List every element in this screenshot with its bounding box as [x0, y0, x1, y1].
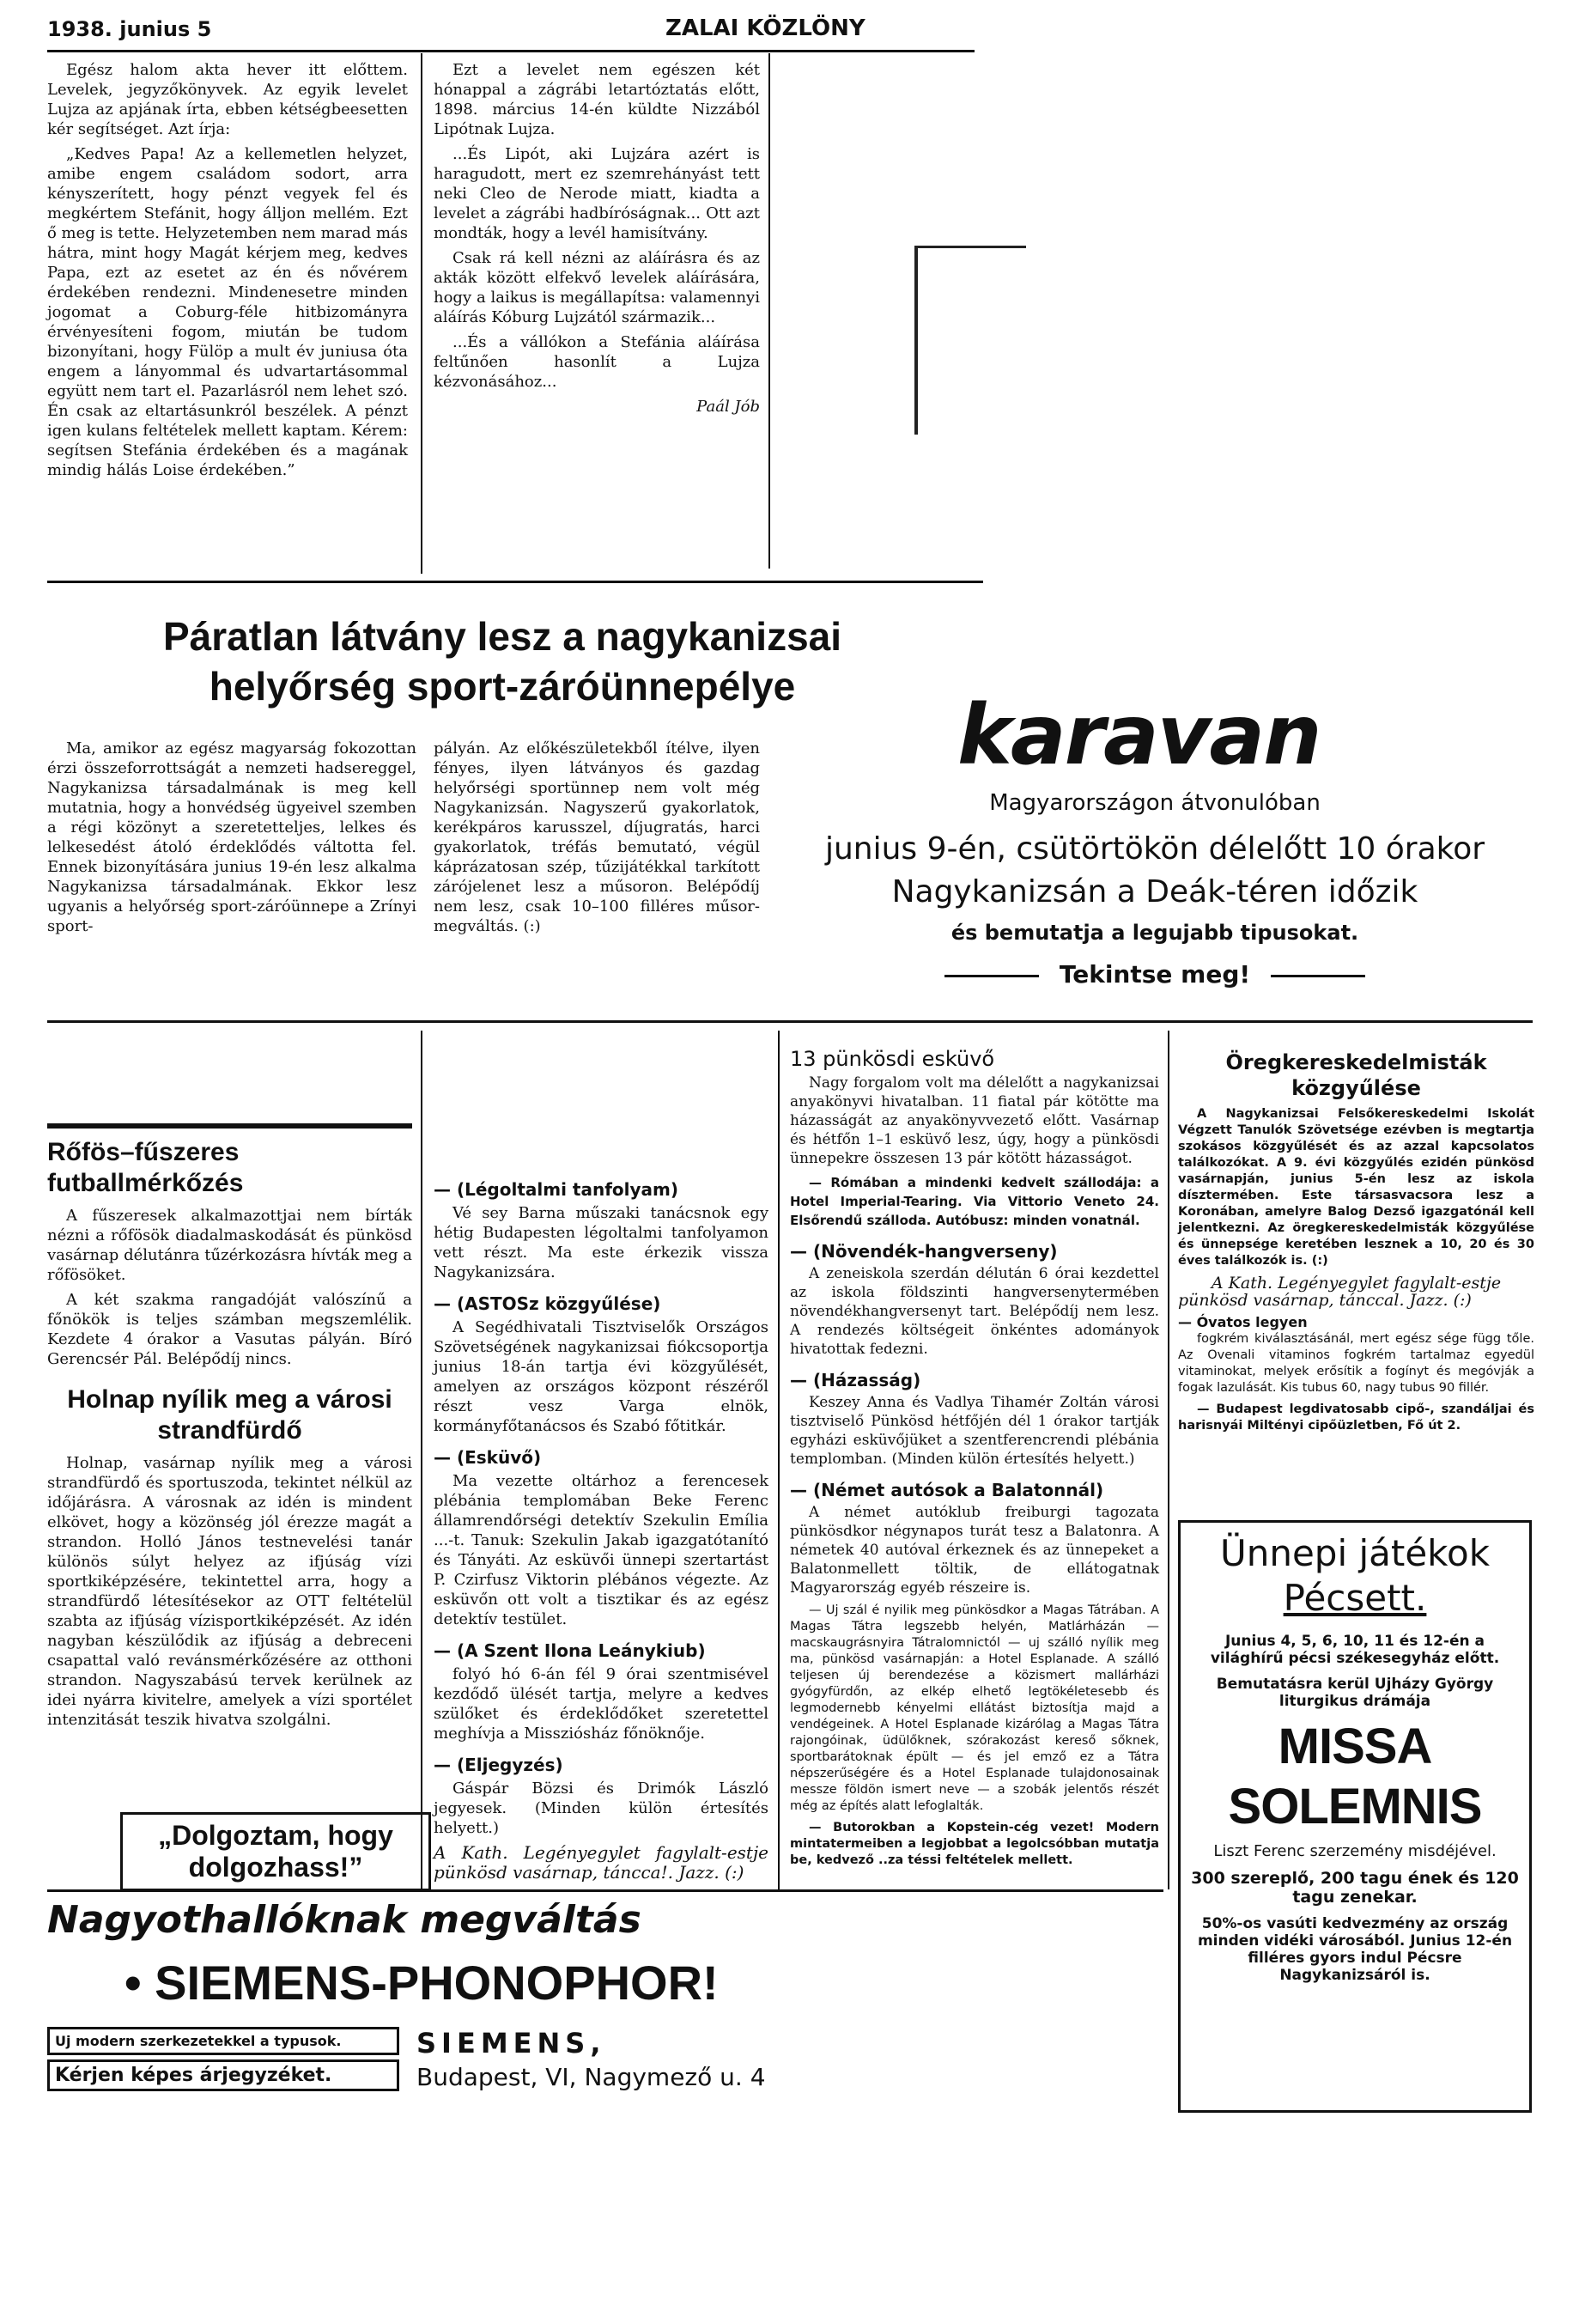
- eskuvo-text: Nagy forgalom volt ma délelőtt a nagykanizsai anyakönyvi hivatalban. 11 fiatal pár kötötte ma házasságát az anyakönyvvezető előtt. Vasárnap és hétfőn 1–1 esküvő lesz, úgy, hogy a pünkösdi ünnepekre összesen 13 pár kötött házasságot.: [790, 1074, 1159, 1167]
- eskuvo-title: 13 pünkösdi esküvő: [790, 1047, 995, 1071]
- section-rule: [47, 581, 983, 583]
- header-date: 1938. junius 5: [47, 17, 212, 41]
- karavan-line4: és bemutatja a legujabb tipusokat.: [950, 921, 1359, 945]
- news-title: — (Eljegyzés): [434, 1755, 563, 1775]
- header-paper: ZALAI KÖZLÖNY: [665, 15, 865, 41]
- hotel-text: — Rómában a mindenki kedvelt szállodája: a Hotel Imperial-Tearing. Via Vittorio Veneto 24. Elsőrendű szálloda. Autóbusz: minden vonatnál.: [790, 1175, 1159, 1228]
- siemens-name: SIEMENS,: [416, 2027, 606, 2059]
- news-text: Keszey Anna és Vadlya Tihamér Zoltán városi tisztviselő Pünkösd hétfőjén dél 1 órakor tartják egyházi esküvőjüket a szentferencrendi plébánia templomban. (Minden külön értesítés helyett.): [790, 1394, 1159, 1468]
- butorok-text: — Butorokban a Kopstein-cég vezet! Modern mintatermeiben a legjobbat a legolcsóbban mutatja be, kedvező ..za téssi feltételek mellett.: [790, 1821, 1159, 1867]
- kath-ad: [434, 1843, 768, 1883]
- nagyothallok-title: Nagyothallóknak megváltás: [47, 1898, 641, 1942]
- section-rule: [47, 1020, 1533, 1023]
- sport-col-1: [47, 739, 416, 941]
- football-paragraph: A fűszeresek alkalmazottjai nem bírták nézni a rőfösök diadalmaskodását és pünkösd vasárnap délutánra tűzérkozásra hívták meg a rőfösöket.: [47, 1207, 412, 1284]
- story-paragraph: ...És a vállókon a Stefánia aláírása feltűnően hasonlít a Lujza kézvonásához...: [434, 333, 760, 391]
- news-title: — (Növendék-hangverseny): [790, 1241, 1058, 1262]
- column-rule: [778, 1031, 780, 1889]
- kereskedo-text: A Nagykanizsai Felsőkereskedelmi Iskolát Végzett Tanulók Szövetsége ezévben is megtartja szokásos közgyűlését és az azzal kapcsolatos találkozókat. A 9. évi közgyűlés ezidén pünkösd vasárnapján, junius 5-én lesz az iskola dísztermében. Este társasvacsora lesz a Koronában, amelyre Balog Dezső igazgatónál kell jelentkezni. Az öregkereskedelmisták közgyűlése és ünnepsége keretében lesznek a 10, 20 és 30 éves találkozók is. (:): [1178, 1107, 1534, 1268]
- football-title: Rőfös–fűszeres futballmérkőzés: [47, 1138, 244, 1197]
- story-paragraph: „Kedves Papa! Az a kellemetlen helyzet, amibe engem családom sodort, arra kényszerített, hogy pénzt vegyek fel és megkértem Stefánit, hogy álljon mellém. Ezt ő meg is tette. Helyzetemben nem marad más hátra, mint hogy Magát kérjem meg, kedves Papa, ezt az esetet az én és nővérem érdekében rendezni. Mindenesetre minden jogomat a Coburg-féle hitbizományra érvényesíteni fogom, miután be tudom bizonyítani, hogy Fülöp a mult év juniusa óta engem a lányommal és udvartartásommal együtt nem tart el. Pazarlásról nem lehet szó. Én csak az eltartásunkról beszélek. A pénzt igen kulans feltételek mellett kaptam. Kérem: segítsen Stefánia érdekében és a magának mindig hálás Loise érdekében.”: [47, 145, 408, 479]
- news-text: Ma vezette oltárhoz a ferencesek plébánia templomában Beke Ferenc államrendőrségi detektív Szekulin Emília ...-t. Tanuk: Szekulin Jakab igazgatótanító és Tányáti. Az esküvői ünnepi szertartást P. Czirfusz Viktorin plébános végezte. Az esküvőn ott volt a tisztikar és az egész detektív testület.: [434, 1472, 768, 1628]
- sport-paragraph: Ma, amikor az egész magyarság fokozottan érzi összeforrottságát a nemzeti hadsereggel, Nagykanizsa társadalmának is meg kell mutatnia, hogy a honvédség ügyeivel szemben a régi közönyt a szeretetteljes, lelkes és lelkesedést átoló érdeklődés váltotta fel. Ennek bizonyítására junius 19-én lesz alkalma Nagykanizsa társadalmának. Ekkor lesz ugyanis a helyőrség sport-záróünnepe a Zrínyi sport-: [47, 739, 416, 935]
- pecs-line4: 300 szereplő, 200 tagu ének és 120 tagu zenekar.: [1191, 1869, 1519, 1907]
- column-rule: [421, 1031, 422, 1889]
- karavan-ad: [777, 687, 1533, 996]
- siemens-address: Budapest, VI, Nagymező u. 4: [416, 2063, 766, 2091]
- news-title: — (A Szent Ilona Leánykiub): [434, 1640, 706, 1661]
- pecs-line5: 50%-os vasúti kedvezmény az ország minden vidéki városából. Junius 12-én filléres gyors indul Pécsre Nagykanizsáról is.: [1197, 1915, 1513, 1984]
- kath-ad-title: A Kath. Legényegylet fagylalt-estje: [434, 1842, 768, 1863]
- siemens-ad: [47, 1898, 1163, 2138]
- kath-right-text: pünkösd vasárnap, tánccal. Jazz. (:): [1178, 1291, 1472, 1310]
- kereskedo-title: Öregkereskedelmisták közgyűlése: [1225, 1050, 1487, 1100]
- far-right-col: [1178, 1049, 1534, 1439]
- kath-right-title: A Kath. Legényegylet fagylalt-estje: [1211, 1274, 1502, 1293]
- karavan-tekintse: Tekintse meg!: [1059, 960, 1251, 989]
- news-title: — (Házasság): [790, 1370, 921, 1390]
- news-text: A zeneiskola szerdán délután 6 órai kezdettel az iskola földszinti hangversenytermében növendékhangversenyt tart. Belépődíj nem lesz. A rendezés költségeit önkéntes adományok hivatottak fedezni.: [790, 1265, 1159, 1358]
- photo-area: [781, 57, 1528, 572]
- siemens-title: • SIEMENS-PHONOPHOR!: [125, 1956, 719, 2010]
- news-text: Gáspár Bözsi és Drimók László jegyesek. (Minden külön értesítés helyett.): [434, 1780, 768, 1837]
- left-col: [47, 1137, 412, 1735]
- news-title: — (Légoltalmi tanfolyam): [434, 1179, 678, 1200]
- story-paragraph: ...És Lipót, aki Lujzára azért is haragudott, mert ez szemrehányást tett neki Cleo de Nerode miatt, kiadta a levelet a zágrábi hadbíróságnak... Ott azt mondták, hogy a levél hamisítvány.: [434, 145, 760, 242]
- pecs-box: [1178, 1520, 1532, 2113]
- news-text: A Segédhivatali Tisztviselők Országos Szövetségének nagykanizsai fiókcsoportja junius 18-án tartja évi közgyűlését, amelyen az országos központ részéről részt vesz Varga elnök, kormányfőtanácsos és Szabó főtitkár.: [434, 1318, 768, 1435]
- pecs-line2: Bemutatásra kerül Ujházy György liturgikus drámája: [1216, 1676, 1494, 1710]
- story-col-2: [434, 60, 760, 417]
- left-top-rule: [47, 1123, 412, 1129]
- news-title: — (Német autósok a Balatonnál): [790, 1480, 1104, 1500]
- ovatos-text: fogkrém kiválasztásánál, mert egész sége függ tőle. Az Ovenali vitaminos fogkrém tartalmaz egyedül vitaminokat, melyek erősítik a fogínyt és megóvják a fogak lazulását. Kis tubus 60, nagy tubus 90 fillér.: [1178, 1332, 1534, 1395]
- tatra-text: — Uj szál é nyilik meg pünkösdkor a Magas Tátrában. A Magas Tátra legszebb helyén, Matlárházán — macskaugrásnyira Tátralomnictól — uj szálló nyílik meg ma, pünkösd vasárnapján: a Hotel Esplanade. A szálló teljesen új berendezése a közismert mallárházi gyógyfürdőn, az elkép elhető legtökéletesebb és legmodernebb kényelmi ellátást biztosítja majd a vendégeinek. A Hotel Esplanade kizárólag a Magas Tátra rajongóinak, üdülőknek, szórakozást kereső sőknek, sportbarátoknak épült — és jel emző ez a Tátra népszerűségére és a Hotel Esplanade tulajdonosainak messze földön ismert neve — a szobák jelentős részét még az építés alatt lefoglalták.: [790, 1603, 1159, 1813]
- siemens-box2: Kérjen képes árjegyzéket.: [47, 2059, 399, 2091]
- kath-ad-right: [1178, 1275, 1534, 1309]
- story-col-1: [47, 60, 408, 485]
- ovatos-title: — Óvatos legyen: [1178, 1314, 1308, 1330]
- kath-ad-text: pünkösd vasárnap, táncca!. Jazz. (:): [434, 1862, 744, 1883]
- column-rule: [421, 53, 422, 574]
- column-rule: [768, 53, 770, 569]
- news-title: — (ASTOSz közgyűlése): [434, 1293, 661, 1314]
- right-mid-col: [790, 1049, 1159, 1874]
- news-text: folyó hó 6-án fél 9 órai szentmisével kezdődő ülését tartja, melyre a kedves szülőket és érdeklődőket szeretettel meghívja a Missziósház főnöknője.: [434, 1665, 768, 1743]
- section-rule: [47, 1889, 1163, 1892]
- karavan-line1: Magyarországon átvonulóban: [989, 790, 1321, 816]
- strand-paragraph: Holnap, vasárnap nyílik meg a városi strandfürdő és sportuszoda, tekintet nélkül az időjárásra. A városnak az idén is mindent elkövet, hogy a közönség jól érezze magát a strandon. Holló János testnevelési tanár különös súlyt helyez az ifjúság vízi sportkiképzésére, tekintettel arra, hogy a strandfürdő létesítésekor az OTT feltételül szabta az ifjúság vízisportkiképzését. Az idén nagyban készülődik az ifjúság a debreceni csapattal való revánsmérkőzésére az otthoni strandon. Nagyszabású tervek kerülnek az idei nyárra kivitelre, amelyek a vízi sportélet intenzitását teszik hivatva szolgálni.: [47, 1454, 412, 1729]
- strand-title: Holnap nyílik meg a városi strandfürdő: [67, 1385, 392, 1445]
- header-rule: [47, 50, 975, 52]
- pecs-line1: Junius 4, 5, 6, 10, 11 és 12-én a világhírű pécsi székesegyház előtt.: [1210, 1633, 1500, 1667]
- story-paragraph: Ezt a levelet nem egészen két hónappal a zágrábi letartóztatás előtt, 1898. március 14-én küldte Nizzából Lipótnak Lujza.: [434, 61, 760, 138]
- column-rule: [1168, 1031, 1169, 1889]
- pecs-title1: Ünnepi játékok: [1219, 1532, 1491, 1574]
- siemens-box1: Uj modern szerkezetekkel a typusok.: [47, 2027, 399, 2055]
- sport-paragraph: pályán. Az előkészületekből ítélve, ilyen fényes, ilyen látványos és gazdag helyőrségi sportünnep nem volt még Nagykanizsán. Nagyszerű gyakorlatok, kerékpáros karusszel, díjugratás, harci gyakorlatok, tréfás bemutató, végül káprázatosan szép, tűzijátékkal tarkított zárójelenet lesz a műsoron. Belépődíj nem lesz, csak 10–100 filléres műsor-megváltás. (:): [434, 739, 760, 935]
- story-paragraph: Csak rá kell nézni az aláírásra és az akták között elfekvő levelek aláírására, hogy a laikus is megállapítsa: valamennyi aláírás Kóburg Lujzától származik...: [434, 249, 760, 326]
- pecs-title2: Pécsett.: [1283, 1577, 1427, 1619]
- middle-col: [434, 1168, 768, 1883]
- story-paragraph: Egész halom akta hever itt előttem. Levelek, jegyzőkönyvek. Az egyik levelet Lujza az apjának írta, ebben kétségbeesetten kér segítséget. Azt írja:: [47, 61, 408, 138]
- news-title: — (Esküvő): [434, 1447, 542, 1468]
- sport-title-line2: helyőrség sport-záróünnepélye: [209, 664, 796, 709]
- sport-title-line1: Páratlan látvány lesz a nagykanizsai: [162, 614, 842, 659]
- karavan-line2: junius 9-én, csütörtökön délelőtt 10 órakor: [824, 831, 1485, 867]
- news-text: A német autóklub freiburgi tagozata pünkösdkor négynapos turát tesz a Balatonra. A németek 40 autóval érkeznek és az ünnepeket a Balatonmellett töltik, de ellátogatnak Magyarország egyéb részeire is.: [790, 1504, 1159, 1597]
- pecs-big: MISSA SOLEMNIS: [1228, 1719, 1482, 1834]
- karavan-logo: karavan: [957, 687, 1321, 783]
- karavan-line3: Nagykanizsán a Deák-téren időzik: [891, 874, 1418, 910]
- story-signature: Paál Jób: [696, 398, 760, 416]
- dolgoztam-banner: „Dolgoztam, hogy dolgozhass!”: [120, 1812, 431, 1891]
- sport-col-2: [434, 739, 760, 941]
- pecs-line3: Liszt Ferenc szerzemény misdéjével.: [1213, 1842, 1497, 1860]
- legdivatosabb-text: — Budapest legdivatosabb cipő-, szandáljai és harisnyái Miltényi cipőüzletben, Fő út 2.: [1178, 1402, 1534, 1433]
- page-header: [47, 10, 983, 52]
- karavan-line5: [777, 960, 1533, 989]
- news-text: Vé sey Barna műszaki tanácsnok egy hétig Budapesten légoltalmi tanfolyamon vett részt. Ma este érkezik vissza Nagykanizsára.: [434, 1204, 768, 1281]
- football-paragraph: A két szakma rangadóját valószínű a főnökök is teljes számban megszemlélik. Kezdete 4 órakor a Vasutas pályán. Bíró Gerencsér Pál. Belépődíj nincs.: [47, 1291, 412, 1368]
